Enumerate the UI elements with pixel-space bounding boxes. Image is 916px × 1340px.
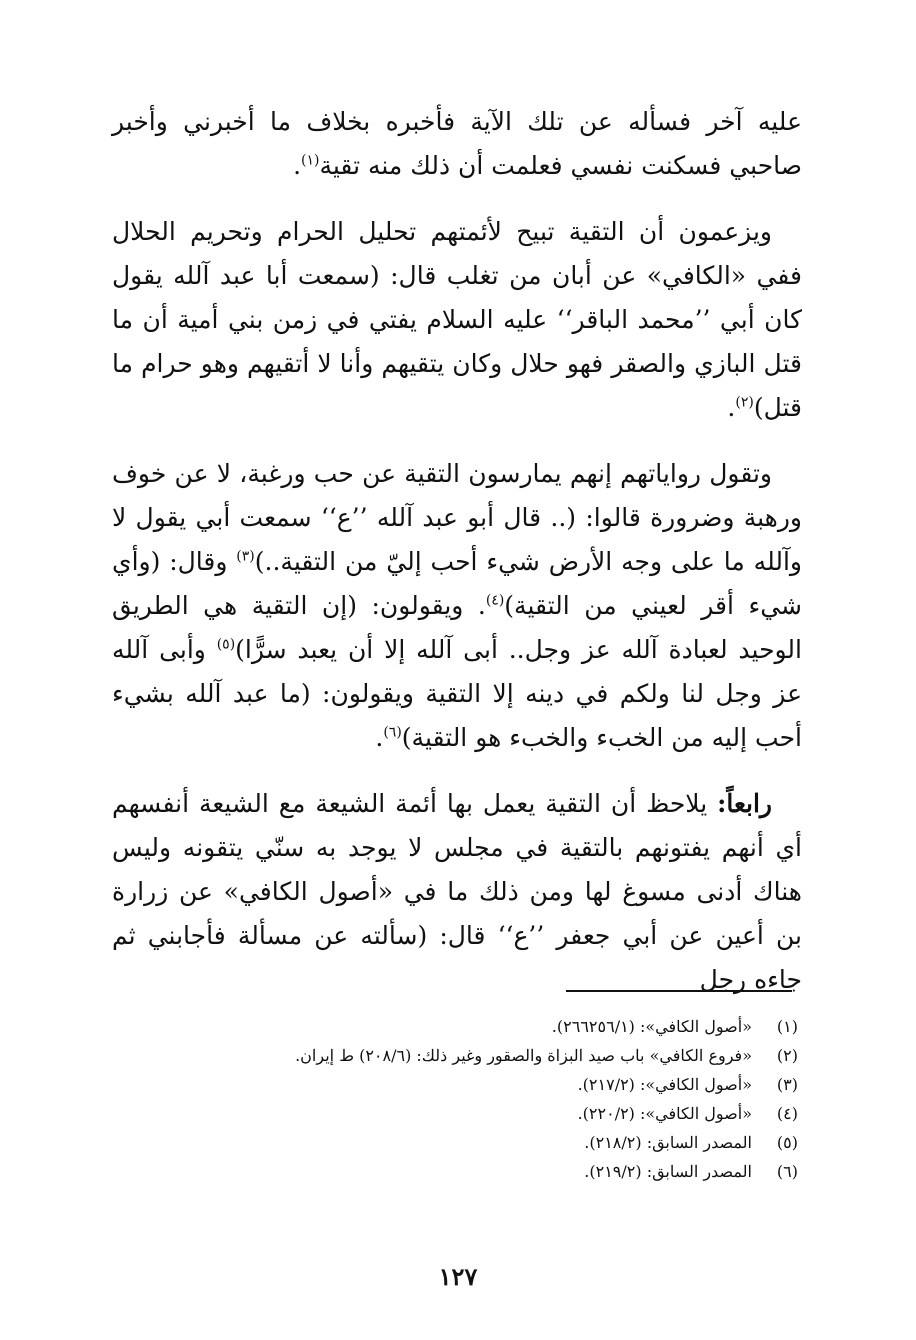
paragraph-3 xyxy=(112,452,802,760)
footnote-text: المصدر السابق: (٢١٩/٢). xyxy=(584,1162,752,1181)
paragraph-1-text: عليه آخر فسأله عن تلك الآية فأخبره بخلاف ما أخبرني وأخبر صاحبي فسكنت نفسي فعلمت أن ذلك منه تقية xyxy=(112,107,802,180)
footnote-text: المصدر السابق: (٢١٨/٢). xyxy=(584,1133,752,1152)
footnote-ref-4: (٤) xyxy=(485,592,505,609)
footnote-number: (٤) xyxy=(776,1104,798,1123)
paragraph-2 xyxy=(112,210,802,430)
footnote-ref-5: (٥) xyxy=(216,636,236,653)
paragraph-1 xyxy=(112,100,802,188)
footnote xyxy=(112,1070,798,1099)
footnote-text: «أصول الكافي»: (٢١٧/٢). xyxy=(577,1075,752,1094)
footnote-text: «أصول الكافي»: (٢٢٠/٢). xyxy=(577,1104,752,1123)
paragraph-3-text-b: وقال: (وأي شيء أقر لعيني من التقية) xyxy=(112,547,802,620)
footnote xyxy=(112,1012,798,1041)
footnote-number: (٦) xyxy=(776,1162,798,1181)
footnote-number: (٣) xyxy=(776,1075,798,1094)
paragraph-4-text: يلاحظ أن التقية يعمل بها أئمة الشيعة مع الشيعة أنفسهم أي أنهم يفتونهم بالتقية في مجلس لا يوجد به سنّي يتقونه وليس هناك أدنى مسوغ لها ومن ذلك ما في «أصول الكافي» عن زرارة بن أعين عن أبي جعفر ’’ع‘‘ قال: (سألته عن مسألة فأجابني ثم جاءه رجل xyxy=(112,789,802,994)
footnote-ref-6: (٦) xyxy=(383,724,402,741)
paragraph-3-text-a: وتقول رواياتهم إنهم يمارسون التقية عن حب ورغبة، لا عن خوف ورهبة وضرورة قالوا: (.. قال أبو عبد آلله ’’ع‘‘ سمعت أبي يقول لا وآلله ما على وجه الأرض شيء أحب إليّ من التقية..) xyxy=(112,459,802,576)
footnote xyxy=(112,1041,798,1070)
paragraph-3-text-d: وأبى آلله عز وجل لنا ولكم في دينه إلا التقية ويقولون: (ما عبد آلله بشيء أحب إليه من الخبء والخبء هو التقية) xyxy=(112,635,802,752)
footnote-ref-1: (١) xyxy=(301,152,320,169)
footnote-number: (٥) xyxy=(776,1133,798,1152)
footnote-number: (١) xyxy=(776,1017,798,1036)
footnote-text: «فروع الكافي» باب صيد البزاة والصقور وغير ذلك: (٢٠٨/٦) ط إيران. xyxy=(295,1046,752,1065)
footnote-number: (٢) xyxy=(776,1046,798,1065)
footnote xyxy=(112,1099,798,1128)
paragraph-4 xyxy=(112,782,802,1002)
paragraph-2-text: ويزعمون أن التقية تبيح لأئمتهم تحليل الحرام وتحريم الحلال ففي «الكافي» عن أبان من تغلب قال: (سمعت أبا عبد آلله يقول كان أبي ’’محمد الباقر‘‘ عليه السلام يفتي في زمن بني أمية أن ما قتل البازي والصقر فهو حلال وكان يتقيهم وأنا لا أتقيهم وهو حرام ما قتل) xyxy=(112,217,802,422)
footnote xyxy=(112,1128,798,1157)
paragraph-3-end: . xyxy=(375,723,384,752)
footnote-ref-2: (٢) xyxy=(735,394,754,411)
footnote-text: «أصول الكافي»: (٢٦٦٢٥٦/١). xyxy=(551,1017,752,1036)
footnote xyxy=(112,1157,798,1186)
main-text xyxy=(112,100,802,1024)
paragraph-2-end: . xyxy=(727,393,736,422)
footnote-divider xyxy=(566,990,792,992)
footnote-ref-3: (٣) xyxy=(236,548,255,565)
paragraph-4-lead: رابعاً: xyxy=(717,789,772,818)
footnotes xyxy=(112,1012,798,1186)
paragraph-3-text-c: . ويقولون: (إن التقية هي الطريق الوحيد لعبادة آلله عز وجل.. أبى آلله إلا أن يعبد سرًّا) xyxy=(112,591,802,664)
paragraph-1-end: . xyxy=(293,151,302,180)
page-number: ١٢٧ xyxy=(438,1262,478,1291)
